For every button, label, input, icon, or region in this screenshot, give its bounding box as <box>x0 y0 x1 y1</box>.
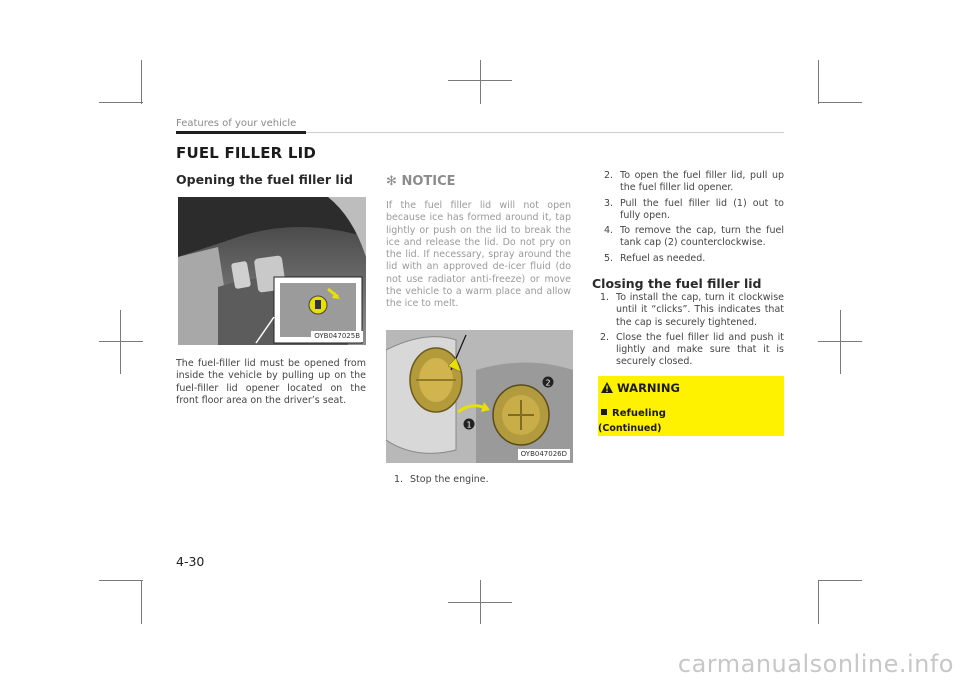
watermark: carmanualsonline.info <box>677 650 954 678</box>
crop-mark <box>818 341 862 342</box>
notice-label: NOTICE <box>401 174 456 189</box>
section-label: Features of your vehicle <box>176 118 297 129</box>
closing-heading: Closing the fuel filler lid <box>592 276 762 291</box>
opening-heading: Opening the fuel filler lid <box>176 172 353 187</box>
list-item <box>596 253 784 265</box>
crop-mark <box>818 580 819 624</box>
list-item <box>596 170 784 195</box>
notice-title <box>386 174 456 189</box>
step-text: To open the fuel filler lid, pull up the fuel filler lid opener. <box>620 170 784 194</box>
step-number: 2. <box>600 331 610 343</box>
open-steps-list-b <box>596 170 784 268</box>
crop-mark <box>99 341 143 342</box>
crop-mark <box>840 310 841 374</box>
step-number: 2. <box>604 170 614 181</box>
opening-paragraph: The fuel-filler lid must be opened from inside the vehicle by pulling up on the fuel-filler lid opener located on the front floor area on the driver’s seat. <box>176 358 366 407</box>
crop-mark <box>448 80 512 81</box>
list-item <box>592 332 784 369</box>
step-text: Stop the engine. <box>410 474 489 485</box>
notice-text: If the fuel filler lid will not open because ice has formed around it, tap lightly or push on the lid to break the ice and release the lid. Do not pry on the lid. If necessary, spray around the lid with an approved de-icer fluid (do not use radiator anti-freeze) or move the vehicle to a warm place and allow the ice to melt. <box>386 200 571 310</box>
crop-mark <box>120 310 121 374</box>
fuel-cap-photo <box>386 330 573 463</box>
step-number: 4. <box>604 225 614 237</box>
image-code-label: OYB047025B <box>311 331 363 342</box>
warning-triangle-icon <box>600 381 614 394</box>
warning-title: WARNING <box>617 381 680 395</box>
page-number: 4-30 <box>176 554 205 569</box>
crop-mark <box>818 580 862 581</box>
step-text: To install the cap, turn it clockwise until it “clicks”. This indicates that the cap is securely tightened. <box>616 292 784 328</box>
step-text: Pull the fuel filler lid (1) out to fully open. <box>620 197 784 221</box>
open-steps-list-a <box>386 474 573 489</box>
interior-floor-photo <box>178 197 366 345</box>
crop-mark <box>818 102 862 103</box>
notice-symbol-icon: ✻ <box>386 174 397 189</box>
warning-continued: (Continued) <box>598 423 662 434</box>
list-item <box>386 474 573 486</box>
step-text: Refuel as needed. <box>620 252 706 264</box>
crop-mark <box>141 60 142 104</box>
list-item <box>596 198 784 223</box>
page-title: FUEL FILLER LID <box>176 144 317 162</box>
crop-mark <box>99 102 143 103</box>
section-divider <box>306 132 784 133</box>
crop-mark <box>99 580 143 581</box>
step-number: 1. <box>600 292 610 303</box>
list-item <box>592 292 784 329</box>
step-text: Close the fuel filler lid and push it lightly and make sure that it is securely closed. <box>616 331 784 368</box>
crop-mark <box>448 602 512 603</box>
step-number: 5. <box>604 252 614 264</box>
crop-mark <box>141 580 142 624</box>
crop-mark <box>818 60 819 104</box>
fuel-cap-illustration <box>386 330 573 463</box>
crop-mark <box>480 60 481 104</box>
image-code-label: OYB047026D <box>518 449 570 460</box>
step-number: 3. <box>604 197 614 209</box>
step-number: 1. <box>394 474 404 485</box>
section-bar <box>176 131 306 134</box>
step-text: To remove the cap, turn the fuel tank cap (2) counterclockwise. <box>620 225 784 249</box>
callout-2: 2 <box>545 378 551 388</box>
callout-1: 1 <box>466 420 472 430</box>
closing-steps-list <box>592 292 784 372</box>
warning-subheading <box>601 408 666 419</box>
floor-illustration <box>178 197 366 345</box>
warning-subheading-text: Refueling <box>612 408 666 419</box>
list-item <box>596 225 784 250</box>
square-bullet-icon <box>601 409 607 415</box>
